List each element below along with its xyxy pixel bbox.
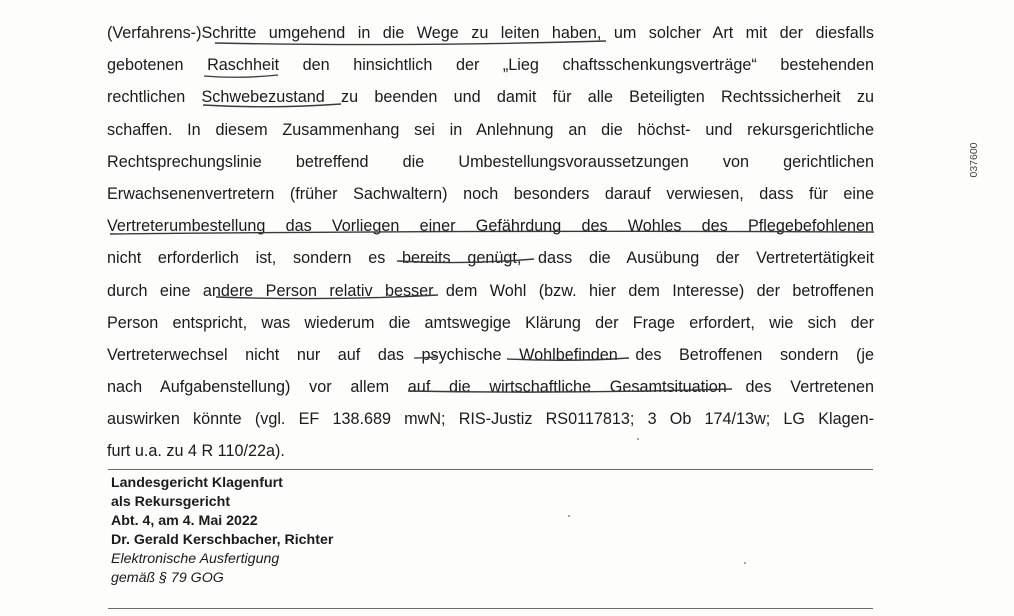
text-line-7: Vertreterumbestellung das Vorliegen einer Gefährdung des Wohles des Pflegebefohlenen (107, 217, 874, 236)
body-paragraph (107, 17, 874, 468)
text-line-14: furt u.a. zu 4 R 110/22a). (107, 442, 285, 461)
divider-bottom (108, 608, 873, 609)
text-line-1: (Verfahrens-)Schritte umgehend in die Wege zu leiten haben, um solcher Art mit der diesfalls (107, 24, 874, 42)
scan-speck (637, 438, 639, 440)
scan-speck (744, 562, 746, 564)
text-line-12: nach Aufgabenstellung) vor allem auf die wirtschaftliche Gesamtsituation des Vertretenen (107, 378, 874, 397)
scan-speck (568, 515, 570, 517)
legal-reference: gemäß § 79 GOG (111, 570, 224, 586)
text-line-9: durch eine andere Person relativ besser dem Wohl (bzw. hier dem Interesse) der betroffenen (107, 281, 874, 300)
text-line-11: Vertreterwechsel nicht nur auf das psychische Wohlbefinden des Betroffenen sondern (je (107, 345, 874, 364)
text-line-3: rechtlichen Schwebezustand zu beenden und damit für alle Beteiligten Rechtssicherheit zu (107, 88, 874, 107)
document-number: 037600 (968, 142, 980, 178)
electronic-note: Elektronische Ausfertigung (111, 551, 280, 567)
divider-top (108, 469, 873, 470)
text-line-5: Rechtsprechungslinie betreffend die Umbestellungsvoraussetzungen von gerichtlichen (107, 152, 874, 171)
text-line-8: nicht erforderlich ist, sondern es bereits genügt, dass die Ausübung der Vertretertätigkeit (107, 249, 874, 268)
text-line-2: gebotenen Raschheit den hinsichtlich der „Lieg chaftsschenkungsverträge“ bestehenden (107, 56, 874, 75)
signature-block (111, 474, 333, 588)
department-date: Abt. 4, am 4. Mai 2022 (111, 513, 258, 529)
text-line-6: Erwachsenenvertretern (früher Sachwaltern) noch besonders darauf verwiesen, dass für eine (107, 184, 874, 203)
text-line-13: auswirken könnte (vgl. EF 138.689 mwN; RIS-Justiz RS0117813; 3 Ob 174/13w; LG Klagen- (107, 410, 874, 429)
court-role: als Rekursgericht (111, 494, 231, 510)
judge-name: Dr. Gerald Kerschbacher, Richter (111, 532, 334, 548)
text-line-4: schaffen. In diesem Zusammenhang sei in Anlehnung an die höchst- und rekursgerichtliche (107, 120, 874, 139)
text-line-10: Person entspricht, was wiederum die amtswegige Klärung der Frage erfordert, wie sich der (107, 313, 874, 332)
court-name: Landesgericht Klagenfurt (111, 475, 283, 491)
